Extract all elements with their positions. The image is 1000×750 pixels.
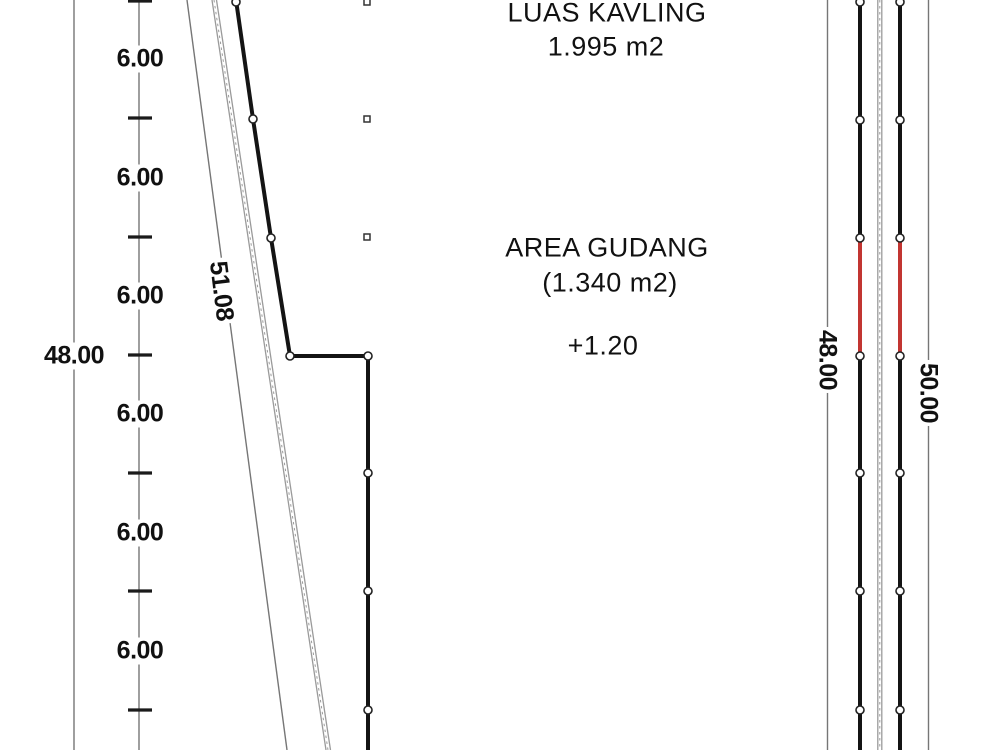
- right-double-line: [878, 0, 882, 750]
- column-markers: [364, 0, 370, 240]
- plot-boundary-polyline: [236, 0, 368, 750]
- elevation-label: +1.20: [567, 330, 639, 361]
- dim-segment-4: 6.00: [114, 401, 167, 428]
- dim-segment-3: 6.00: [114, 283, 167, 310]
- slant-dimension-line: [187, 0, 287, 750]
- dim-segment-6: 6.00: [114, 638, 167, 665]
- dim-left-total: 48.00: [41, 343, 107, 370]
- plot-title: LUAS KAVLING: [507, 0, 707, 28]
- dim-segment-5: 6.00: [114, 520, 167, 547]
- warehouse-title: AREA GUDANG: [505, 232, 709, 263]
- dim-segment-2: 6.00: [114, 165, 167, 192]
- dim-right-outer-total: 50.00: [915, 360, 942, 426]
- warehouse-area-value: (1.340 m2): [542, 267, 678, 298]
- plot-area-value: 1.995 m2: [547, 31, 665, 62]
- tick-marks: [128, 1, 152, 710]
- dim-right-inner-total: 48.00: [814, 327, 841, 393]
- dim-segment-1: 6.00: [114, 46, 167, 73]
- dim-slant-length: 51.08: [204, 257, 239, 326]
- boundary-double-line: [212, 0, 331, 750]
